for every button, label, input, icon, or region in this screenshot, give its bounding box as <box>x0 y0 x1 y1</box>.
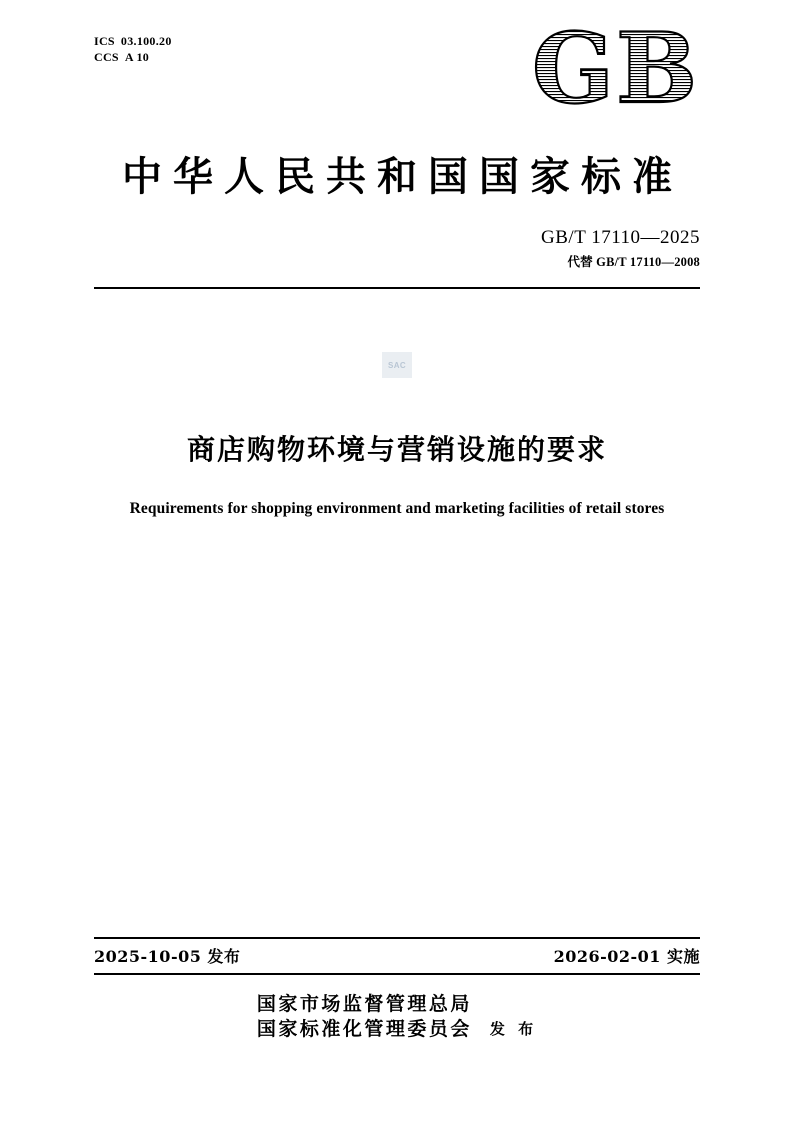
issue-date: 2025-10-05 发布 <box>94 947 241 966</box>
ics-line <box>94 33 172 49</box>
document-title-en: Requirements for shopping environment and marketing facilities of retail stores <box>129 500 665 517</box>
issuer-line-2: 国家标准化管理委员会 <box>256 1018 472 1040</box>
page-title: 中华人民共和国国家标准 <box>122 153 683 200</box>
divider-bottom <box>94 937 700 939</box>
standard-number-block <box>541 226 700 272</box>
ics-value: 03.100.20 <box>120 34 172 48</box>
issuer-verb: 发 布 <box>489 1020 538 1038</box>
document-title-cn: 商店购物环境与营销设施的要求 <box>186 433 607 466</box>
issuer-block <box>0 992 794 1042</box>
ics-label: ICS <box>94 34 115 48</box>
gb-emblem-icon <box>530 22 702 114</box>
svg-text:GB: GB <box>532 22 700 114</box>
divider-bottom-2 <box>94 973 700 975</box>
standard-number: GB/T 17110—2025 <box>541 227 700 248</box>
issuer-line-1: 国家市场监督管理总局 <box>256 993 472 1015</box>
ccs-value: A 10 <box>124 50 150 64</box>
ccs-line <box>94 49 172 65</box>
classification-block <box>94 33 172 65</box>
sac-watermark: SAC <box>382 352 412 378</box>
effective-date: 2026-02-01 实施 <box>553 947 700 966</box>
divider-top <box>94 287 700 289</box>
standard-replaces: 代替 GB/T 17110—2008 <box>567 255 700 269</box>
issuer-names <box>257 992 472 1042</box>
ccs-label: CCS <box>94 50 119 64</box>
